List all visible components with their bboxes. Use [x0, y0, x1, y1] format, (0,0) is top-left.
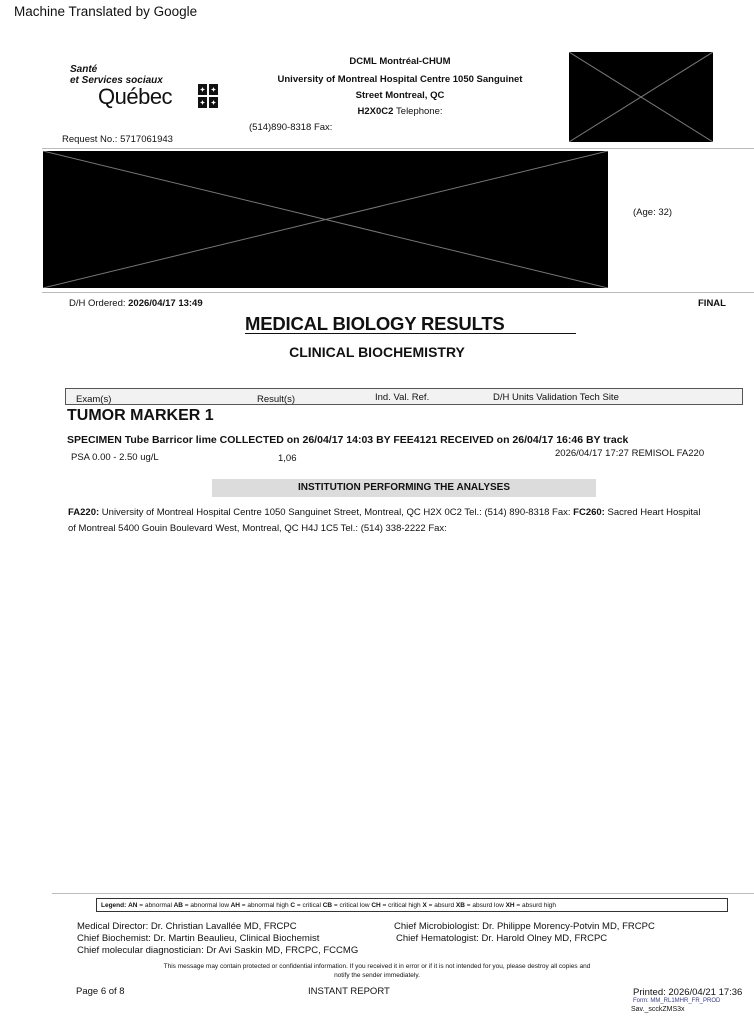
divider: [42, 148, 754, 149]
logo-name: Québec: [98, 84, 173, 109]
divider: [52, 893, 754, 894]
legend-box: Legend: AN = abnormal AB = abnormal low AH = abnormal high C = critical CB = critical low CH = critical high X = absurd XB = absurd low XH = absurd high: [96, 898, 728, 912]
chief-microbiologist: Chief Microbiologist: Dr. Philippe Morency-Potvin MD, FRCPC: [394, 921, 655, 932]
report-subtitle: CLINICAL BIOCHEMISTRY: [289, 344, 465, 360]
report-title: MEDICAL BIOLOGY RESULTS: [245, 313, 505, 334]
lab-name: DCML Montréal-CHUM: [349, 56, 451, 67]
legend-item: AB = abnormal low: [172, 902, 230, 909]
institution-list: FA220: University of Montreal Hospital Centre 1050 Sanguinet Street, Montreal, QC H2X 0C2 Tel.: (514) 890-8318 Fax: FC260: Sacred Heart Hospital of Montreal 5400 Gouin Boulevard West, Montreal, QC H4J 1C5 Tel.: (514) 338-2222 Fax:: [68, 507, 701, 534]
test-validation: 2026/04/17 17:27 REMISOL FA220: [555, 448, 705, 459]
test-result: 1,06: [278, 453, 297, 464]
medical-director: Medical Director: Dr. Christian Lavallée MD, FRCPC: [77, 921, 297, 932]
page-number: Page 6 of 8: [76, 986, 125, 997]
test-row: [71, 452, 159, 463]
quebec-logo: [70, 64, 220, 110]
request-number: Request No.: 5717061943: [62, 134, 173, 145]
legend-item: CH = critical high: [369, 902, 421, 909]
report-type: INSTANT REPORT: [308, 986, 390, 997]
col-result: Result(s): [257, 394, 296, 405]
lab-postal-phone: H2X0C2 Telephone:: [357, 106, 443, 117]
test-name: PSA: [71, 452, 90, 463]
divider: [42, 292, 754, 293]
legend-items: [128, 902, 556, 909]
form-id: Form: MM_RL1MHR_FR_PROD: [633, 998, 721, 1004]
redacted-barcode: [569, 52, 713, 142]
lab-phone-fax: (514)890-8318 Fax:: [249, 122, 333, 133]
chief-molecular: Chief molecular diagnostician: Dr Avi Saskin MD, FRCPC, FCCMG: [77, 945, 359, 956]
fleur-de-lis-flag-icon: [198, 84, 218, 108]
legend-item: XB = absurd low: [454, 902, 504, 909]
chief-biochemist: Chief Biochemist: Dr. Martin Beaulieu, Clinical Biochemist: [77, 933, 320, 944]
institution-header: INSTITUTION PERFORMING THE ANALYSES: [212, 479, 596, 497]
legend-item: AH = abnormal high: [229, 902, 289, 909]
legend-item: X = absurd: [420, 902, 455, 909]
lab-address-1: University of Montreal Hospital Centre 1050 Sanguinet: [277, 74, 523, 85]
confidentiality-notice: This message may contain protected or confidential information. If you received it in error or if it is not intended for you, please destroy all copies and notify the sender immediately.: [163, 963, 591, 979]
col-ref: Ind. Val. Ref.: [375, 392, 430, 403]
legend-item: CB = critical low: [320, 902, 370, 909]
section-heading: TUMOR MARKER 1: [67, 407, 214, 424]
redacted-patient-info: [43, 151, 608, 288]
legend-item: C = critical: [288, 902, 321, 909]
title-underline: [245, 333, 576, 334]
report-status: FINAL: [698, 298, 726, 309]
chief-hematologist: Chief Hematologist: Dr. Harold Olney MD, FRCPC: [396, 933, 608, 944]
legend-item: AN = abnormal: [128, 902, 172, 909]
results-column-header: [65, 388, 743, 405]
patient-age: (Age: 32): [633, 207, 673, 218]
printed-date: Printed: 2026/04/21 17:36: [633, 987, 743, 998]
translation-banner: Machine Translated by Google: [14, 4, 198, 19]
lab-address-2: Street Montreal, QC: [355, 90, 445, 101]
logo-text: Santé et Services sociaux: [70, 64, 163, 86]
specimen-line: SPECIMEN Tube Barricor lime COLLECTED on 26/04/17 14:03 BY FEE4121 RECEIVED on 26/04/17 16:46 BY track: [67, 434, 629, 446]
date-ordered: D/H Ordered: 2026/04/17 13:49: [69, 298, 203, 309]
sav-id: Sav._scckZMS3x: [631, 1006, 685, 1013]
legend-item: XH = absurd high: [503, 902, 557, 909]
col-exam: Exam(s): [76, 394, 112, 405]
test-ref: 0.00 - 2.50 ug/L: [92, 452, 159, 463]
col-rest: D/H Units Validation Tech Site: [493, 392, 619, 403]
